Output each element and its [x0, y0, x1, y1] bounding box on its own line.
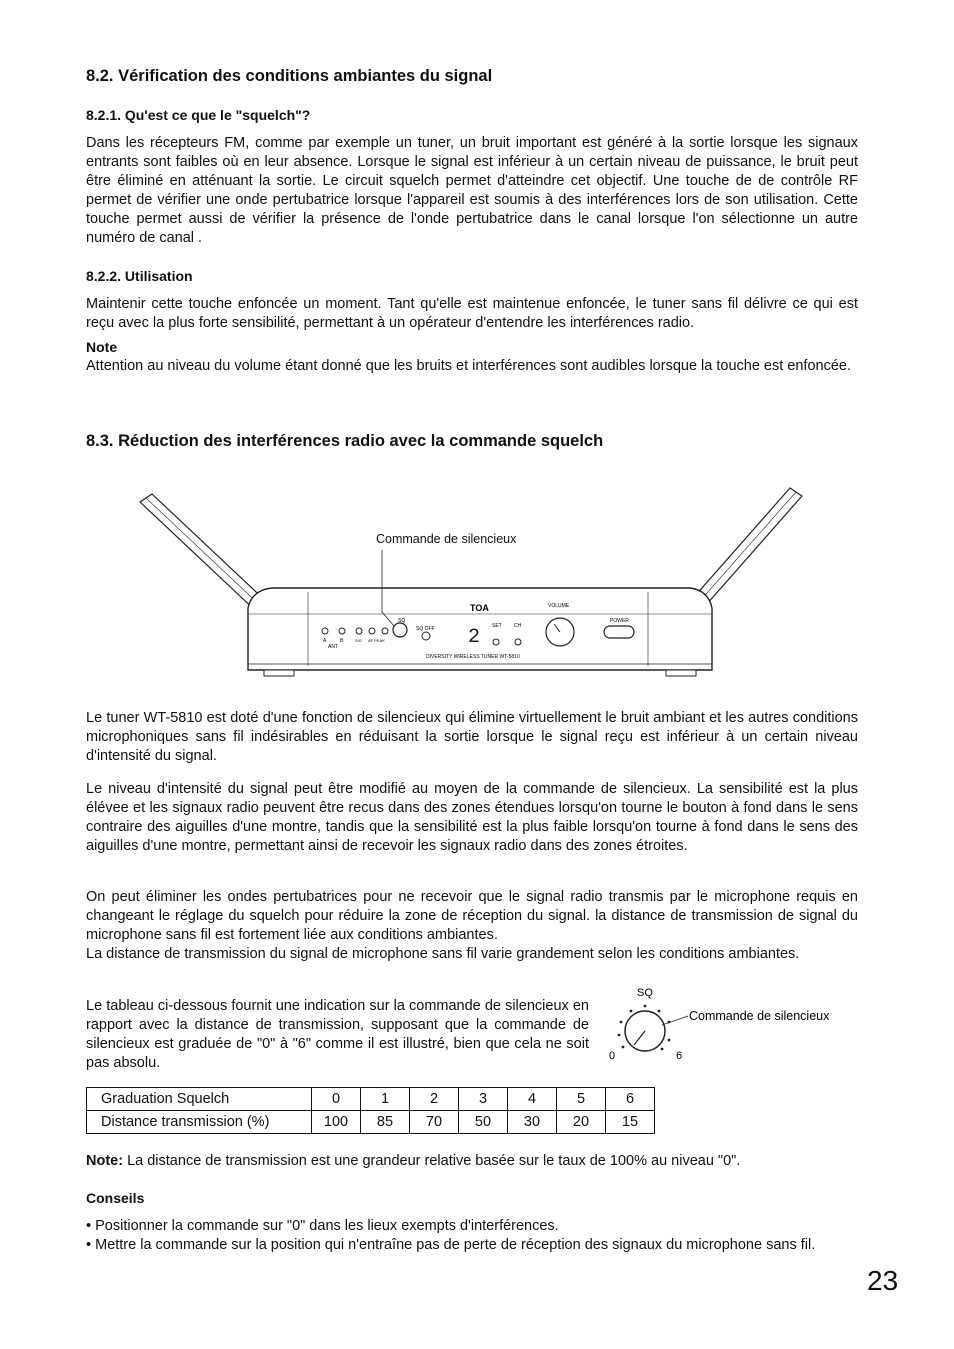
table-cell: 85: [361, 1111, 410, 1134]
label-af-peak: AF PEAK: [368, 638, 385, 643]
label-sq-off: SQ OFF: [416, 626, 435, 632]
squelch-table: [86, 1087, 655, 1134]
table-row: [87, 1111, 655, 1134]
device-callout-label: Commande de silencieux: [376, 532, 517, 546]
label-power: POWER: [610, 618, 629, 624]
table-cell: 100: [312, 1111, 361, 1134]
table-cell: 0: [312, 1088, 361, 1111]
knob-sq-label: SQ: [637, 987, 653, 999]
label-b: B: [340, 638, 344, 644]
label-volume: VOLUME: [548, 603, 570, 609]
table-cell: 6: [606, 1088, 655, 1111]
sq-knob-illustration: [600, 985, 860, 1065]
table-cell: 5: [557, 1088, 606, 1111]
label-ant: ANT: [328, 644, 338, 650]
tip-text: Mettre la commande sur la position qui n'entraîne pas de perte de réception des signaux du microphone sans fil.: [95, 1237, 816, 1253]
table-cell: 70: [410, 1111, 459, 1134]
tips-list: [86, 1217, 866, 1255]
label-a: A: [323, 638, 327, 644]
table-cell: 4: [508, 1088, 557, 1111]
section-8-3-title: 8.3. Réduction des interférences radio avec la commande squelch: [86, 432, 604, 450]
label-brand: TOA: [470, 603, 489, 613]
list-item: [86, 1236, 866, 1255]
para-3a: On peut éliminer les ondes pertubatrices pour ne recevoir que le signal radio transmis par le microphone requis en changeant le réglage du squelch pour réduire la zone de réception du signal. la distance de transmission de signal du microphone sans fil est fortement liée aux conditions ambiantes.: [86, 889, 858, 943]
table-cell: 20: [557, 1111, 606, 1134]
label-model: DIVERSITY WIRELESS TUNER WT-5810: [426, 654, 520, 660]
label-sq: SQ: [398, 618, 406, 624]
knob-max-label: 6: [676, 1050, 683, 1062]
tip-text: Positionner la commande sur "0" dans les lieux exempts d'interférences.: [95, 1218, 559, 1234]
table-cell: 1: [361, 1088, 410, 1111]
sq-knob-drawing: [600, 985, 860, 1065]
label-sig: SIG: [355, 638, 362, 643]
table-cell: 3: [459, 1088, 508, 1111]
page-number: 23: [867, 1265, 899, 1296]
tuner-drawing: [130, 480, 820, 690]
bullet-icon: •: [86, 1237, 96, 1253]
section-8-2-1-title: 8.2.1. Qu'est ce que le "squelch"?: [86, 107, 311, 123]
note-text: Attention au niveau du volume étant donné que les bruits et interférences sont audibles lorsque la touche est enfoncée.: [86, 358, 851, 374]
section-8-2-1-text: Dans les récepteurs FM, comme par exemple un tuner, un bruit important est généré à la sortie lorsque les signaux entrants sont faibles où en leur absence. Lorsque le signal est inférieur à un certain niveau de puissance, le bruit peut être éliminé en atténuant la sortie. Le circuit squelch permet d'atteindre cet objectif. Une touche de de contrôle RF permet de vérifier une onde pertubatrice lorsque l'appareil est soumis à des interférences lors de son utilisation. Cette touche permet aussi de vérifier la présence de l'onde pertubatrice dans le canal lorsque l'on sélectionne un autre numéro de canal .: [86, 135, 858, 246]
label-ch: CH: [514, 623, 522, 629]
table-cell: 2: [410, 1088, 459, 1111]
knob-callout-label: Commande de silencieux: [689, 1009, 830, 1023]
note-label: Note: [86, 339, 118, 355]
para-4: Le tableau ci-dessous fournit une indication sur la commande de silencieux en rapport avec la distance de transmission, supposant que la commande de silencieux est graduée de "0" à "6" comme il est illustré, bien que cela ne soit pas absolu.: [86, 998, 589, 1071]
bullet-icon: •: [86, 1218, 96, 1234]
table-cell: 30: [508, 1111, 557, 1134]
list-item: [86, 1217, 866, 1236]
table-row: [87, 1088, 655, 1111]
label-set: SET: [492, 623, 502, 629]
knob-min-label: 0: [609, 1050, 616, 1062]
table-cell: 50: [459, 1111, 508, 1134]
table-cell: 15: [606, 1111, 655, 1134]
para-3b: La distance de transmission du signal de microphone sans fil varie grandement selon les conditions ambiantes.: [86, 946, 800, 962]
table-row-label: Graduation Squelch: [87, 1088, 312, 1111]
para-2: Le niveau d'intensité du signal peut être modifié au moyen de la commande de silencieux. La sensibilité est la plus élévee et les signaux radio peuvent être recus dans des zones étendues lorsqu'on tourne le bouton à fond dans le sens contraire des aiguilles d'une montre, tandis que la sensibilité est la plus faible lorsqu'on tourne à fond dans le sens des aiguilles d'une montre, permettant ainsi de recevoir les signaux radio dans des zones étroites.: [86, 781, 858, 854]
note-2: [86, 1152, 858, 1171]
section-8-2-2-text: Maintenir cette touche enfoncée un moment. Tant qu'elle est maintenue enfoncée, le tuner sans fil délivre ce qui est reçu avec la plus forte sensibilité, permettant à un opérateur d'entendre les interférences radio.: [86, 296, 858, 331]
note-2-label: Note:: [86, 1153, 124, 1169]
tuner-illustration: [130, 480, 820, 690]
section-8-2-2-title: 8.2.2. Utilisation: [86, 268, 193, 284]
table-row-label: Distance transmission (%): [87, 1111, 312, 1134]
para-1: Le tuner WT-5810 est doté d'une fonction de silencieux qui élimine virtuellement le bruit ambiant et les autres conditions microphoniques sans fil indésirables en réduisant la sortie lorsque le signal reçu est inférieur à un certain niveau d'intensité du signal.: [86, 710, 858, 764]
display-digit: 2: [468, 626, 481, 649]
section-8-2-title: 8.2. Vérification des conditions ambiantes du signal: [86, 67, 493, 85]
note-2-text: La distance de transmission est une grandeur relative basée sur le taux de 100% au niveau "0".: [123, 1153, 741, 1169]
tips-title: Conseils: [86, 1190, 145, 1206]
